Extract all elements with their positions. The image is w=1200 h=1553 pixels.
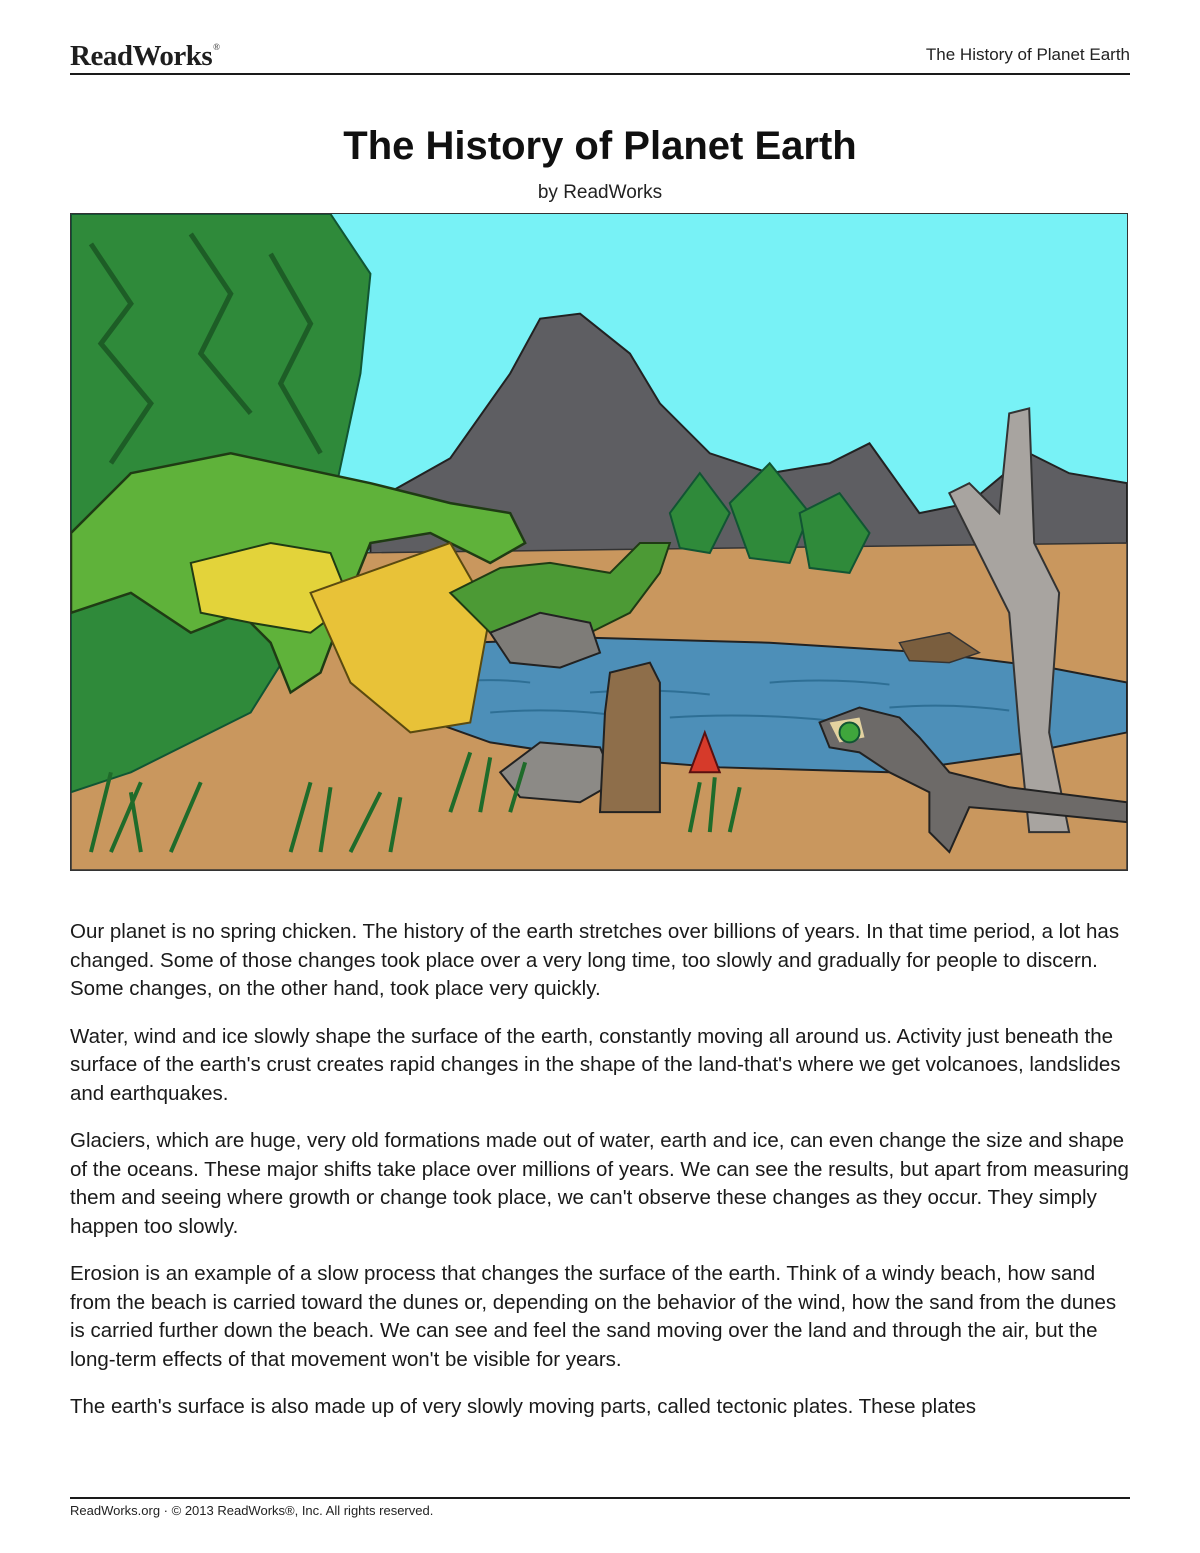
prehistoric-landscape-illustration (70, 213, 1128, 871)
article-title: The History of Planet Earth (343, 124, 857, 168)
footer-divider (70, 1497, 1130, 1499)
running-title: The History of Planet Earth (925, 45, 1130, 64)
article-body (70, 918, 1132, 1441)
paragraph-4: Erosion is an example of a slow process that changes the surface of the earth. Think of a windy beach, how sand from the beach is carried toward the dunes or, depending on the behavior of the wind, how the sand from the dunes is carried further down the beach. We can see and feel the sand moving over the land and through the air, but the long-term effects of that movement won't be visible for years. (70, 1262, 1117, 1371)
illustration-art (71, 214, 1127, 870)
paragraph-1: Our planet is no spring chicken. The history of the earth stretches over billions of years. In that time period, a lot has changed. Some of those changes took place over a very long time, too slowly and gradually for people to discern. Some changes, on the other hand, took place very quickly. (70, 920, 1120, 1000)
tree-stump (600, 663, 660, 813)
paragraph-5: The earth's surface is also made up of very slowly moving parts, called tectonic plates. These plates (70, 1395, 976, 1418)
readworks-logo (70, 40, 219, 73)
page-footer: ReadWorks.org · © 2013 ReadWorks®, Inc. All rights reserved. (70, 1503, 434, 1518)
paragraph-3: Glaciers, which are huge, very old formations made out of water, earth and ice, can even change the size and shape of the oceans. These major shifts take place over millions of years. We can see the results, but apart from measuring them and seeing where growth or change took place, we can't observe these changes as they occur. They simply happen too slowly. (70, 1129, 1129, 1238)
paragraph-2: Water, wind and ice slowly shape the surface of the earth, constantly moving all around us. Activity just beneath the surface of the earth's crust creates rapid changes in the shape of the land-that's where we get volcanoes, landslides and earthquakes. (70, 1024, 1121, 1105)
header-divider (70, 73, 1130, 75)
logo-text: ReadWorks (70, 40, 213, 72)
page-header (70, 38, 1130, 72)
article-byline: by ReadWorks (537, 182, 663, 203)
registered-mark: ® (213, 42, 220, 52)
